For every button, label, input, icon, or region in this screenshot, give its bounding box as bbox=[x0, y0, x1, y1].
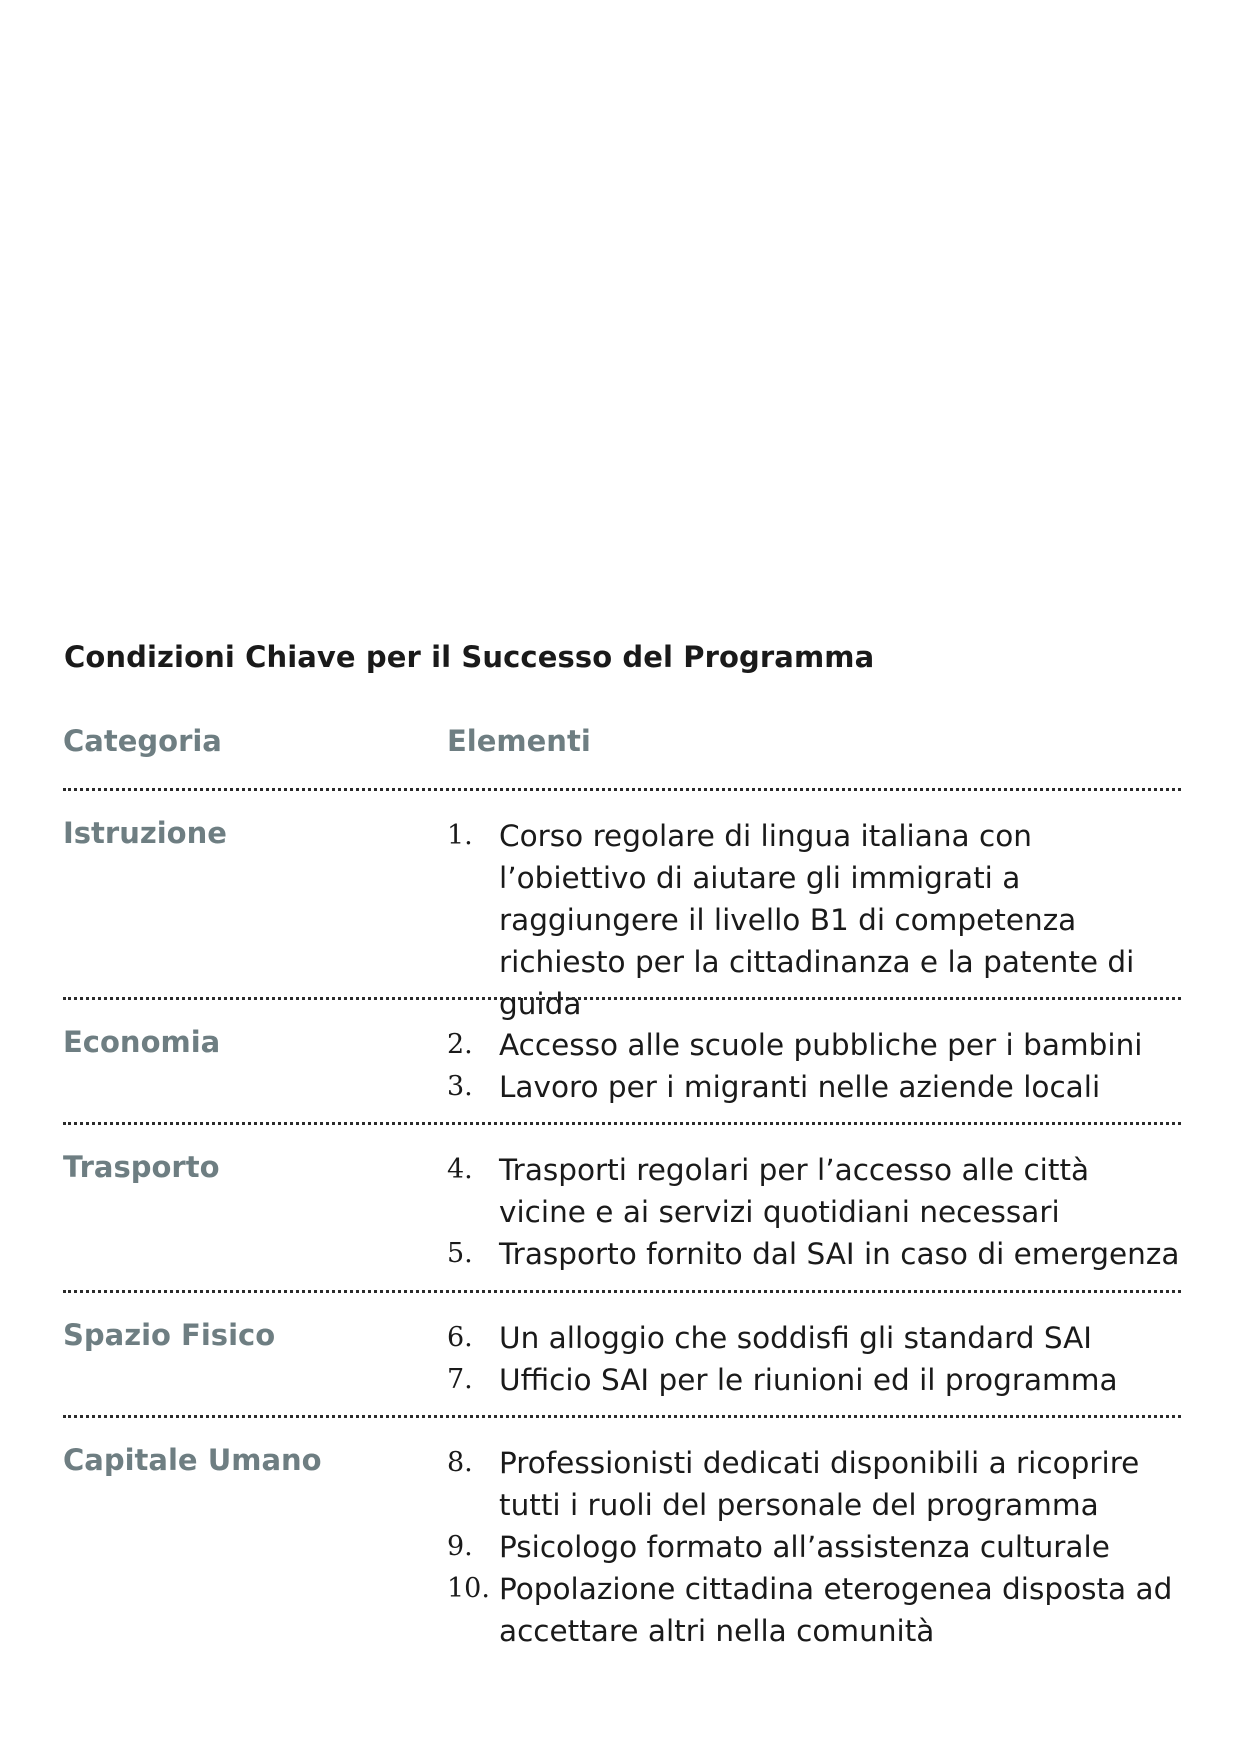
list-item bbox=[447, 1359, 1181, 1401]
item-text: Trasporti regolari per l’accesso alle città vicine e ai servizi quotidiani necessari bbox=[499, 1153, 1090, 1229]
element-list bbox=[447, 1442, 1181, 1652]
item-number: 6. bbox=[447, 1322, 473, 1353]
list-item bbox=[447, 1024, 1181, 1066]
row-divider bbox=[63, 788, 1181, 791]
row-category: Economia bbox=[63, 1025, 221, 1059]
item-text: Psicologo formato all’assistenza culturale bbox=[499, 1530, 1110, 1564]
row-category: Spazio Fisico bbox=[63, 1318, 276, 1352]
list-item bbox=[447, 815, 1181, 1025]
item-number: 2. bbox=[447, 1029, 473, 1060]
list-item bbox=[447, 1317, 1181, 1359]
list-item bbox=[447, 1568, 1181, 1652]
item-number: 5. bbox=[447, 1238, 473, 1269]
row-divider bbox=[63, 1122, 1181, 1125]
item-number: 3. bbox=[447, 1071, 473, 1102]
item-number: 1. bbox=[447, 820, 473, 851]
row-category: Trasporto bbox=[63, 1150, 220, 1184]
element-list bbox=[447, 1024, 1181, 1108]
list-item bbox=[447, 1526, 1181, 1568]
table-row bbox=[63, 997, 1181, 1123]
item-text: Trasporto fornito dal SAI in caso di emergenza bbox=[499, 1237, 1180, 1271]
table-row bbox=[63, 788, 1181, 1021]
list-item bbox=[447, 1149, 1181, 1233]
table-row bbox=[63, 1122, 1181, 1290]
item-text: Corso regolare di lingua italiana con l’obiettivo di aiutare gli immigrati a raggiungere il livello B1 di competenza richiesto per la cittadinanza e la patente di guida bbox=[499, 819, 1135, 1021]
item-number: 7. bbox=[447, 1364, 473, 1395]
column-header-elements: Elementi bbox=[447, 724, 591, 758]
item-text: Ufficio SAI per le riunioni ed il programma bbox=[499, 1363, 1118, 1397]
list-item bbox=[447, 1233, 1181, 1275]
item-number: 4. bbox=[447, 1154, 473, 1185]
row-category: Capitale Umano bbox=[63, 1443, 322, 1477]
item-text: Accesso alle scuole pubbliche per i bambini bbox=[499, 1028, 1143, 1062]
page-title: Condizioni Chiave per il Successo del Programma bbox=[64, 640, 875, 674]
table-row bbox=[63, 1415, 1181, 1648]
item-text: Lavoro per i migranti nelle aziende locali bbox=[499, 1070, 1101, 1104]
element-list bbox=[447, 1317, 1181, 1401]
row-category: Istruzione bbox=[63, 816, 227, 850]
item-number: 10. bbox=[447, 1573, 490, 1604]
list-item bbox=[447, 1442, 1181, 1526]
table-row bbox=[63, 1290, 1181, 1416]
row-divider bbox=[63, 997, 1181, 1000]
element-list bbox=[447, 815, 1181, 1025]
element-list bbox=[447, 1149, 1181, 1275]
item-text: Un alloggio che soddisfi gli standard SAI bbox=[499, 1321, 1092, 1355]
row-divider bbox=[63, 1290, 1181, 1293]
item-number: 8. bbox=[447, 1447, 473, 1478]
item-text: Professionisti dedicati disponibili a ricoprire tutti i ruoli del personale del programma bbox=[499, 1446, 1140, 1522]
row-divider bbox=[63, 1415, 1181, 1418]
item-number: 9. bbox=[447, 1531, 473, 1562]
list-item bbox=[447, 1066, 1181, 1108]
item-text: Popolazione cittadina eterogenea disposta ad accettare altri nella comunità bbox=[499, 1572, 1173, 1648]
column-header-category: Categoria bbox=[63, 724, 222, 758]
